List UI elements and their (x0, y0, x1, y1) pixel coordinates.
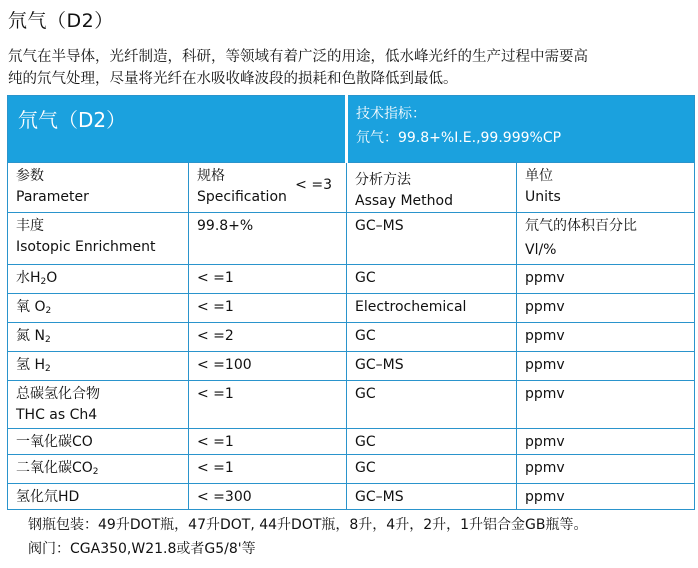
header-spec-limit: < =3 (295, 177, 332, 193)
spec-values: 氘气：99.8+%I.E.,99.999%CP (356, 130, 562, 146)
packaging-note: 钢瓶包装：49升DOT瓶，47升DOT, 44升DOT瓶，8升，4升，2升，1升铝合金GB瓶等。 (28, 517, 588, 533)
table-row: 水$H_2O$ < =1 GC ppmv (8, 265, 695, 294)
table-row: 二氧化碳$CO_2$ < =1 GC ppmv (8, 455, 695, 484)
table-header-row (8, 163, 695, 213)
intro-line-2: 纯的氘气处理，尽量将光纤在水吸收峰波段的损耗和色散降低到最低。 (8, 71, 458, 87)
page-title: 氘气（D2） (8, 10, 114, 32)
header-units: 单位 Units (517, 163, 695, 213)
intro-paragraph (8, 46, 692, 90)
table-row: 总碳氢化合物 THC as Ch4 < =1 GC ppmv (8, 381, 695, 429)
table-row: 氮 $N_2$ < =2 GC ppmv (8, 323, 695, 352)
intro-line-1: 氘气在半导体，光纤制造，科研，等领域有着广泛的用途，低水峰光纤的生产过程中需要高 (8, 49, 588, 65)
header-specification: 规格 Specification < =3 (189, 163, 347, 213)
table-row: 氢 $H_2$ < =100 GC–MS ppmv (8, 352, 695, 381)
spec-heading: 技术指标： (356, 106, 426, 122)
spec-table (7, 95, 695, 510)
header-parameter: 参数 Parameter (8, 163, 189, 213)
table-row: 氧 $O_2$ < =1 Electrochemical ppmv (8, 294, 695, 323)
footer-notes (28, 513, 587, 561)
table-row: 一氧化碳CO < =1 GC ppmv (8, 429, 695, 455)
spec-summary (347, 96, 695, 163)
table-row: 丰度 Isotopic Enrichment 99.8+% GC–MS 氘气的体积百分比 Vl/% (8, 213, 695, 265)
table-banner-row (8, 96, 695, 163)
table-row: 氢化氘HD < =300 GC–MS ppmv (8, 484, 695, 510)
header-method: 分析方法 Assay Method (347, 163, 517, 213)
banner-title: 氘气（D2） (8, 96, 347, 163)
valve-note: 阀门：CGA350,W21.8或者G5/8'等 (28, 541, 256, 557)
